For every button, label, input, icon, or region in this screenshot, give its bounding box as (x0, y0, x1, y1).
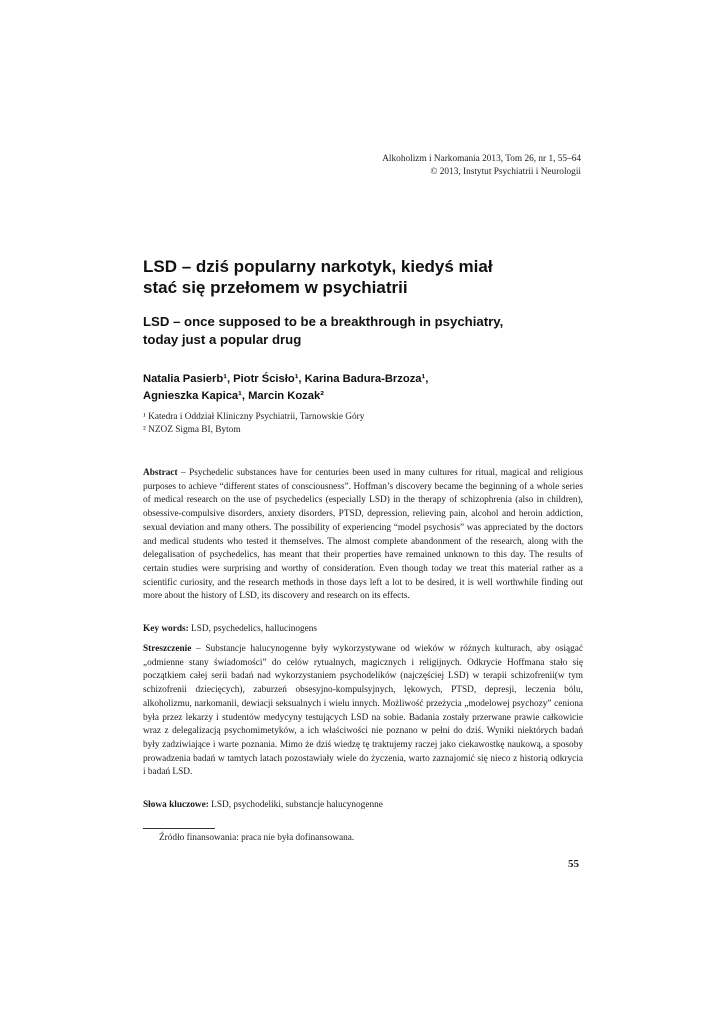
author-list (143, 371, 583, 405)
keywords-english (143, 623, 583, 637)
subtitle-line-1: LSD – once supposed to be a breakthrough in psychiatry, (143, 314, 504, 329)
abstract-polish (143, 643, 583, 780)
slowa-kluczowe-label: Słowa kluczowe: (143, 800, 209, 810)
abstract-text: – Psychedelic substances have for centuries been used in many cultures for ritual, magical and religious purposes to achieve “different states of consciousness”. Hoffman’s discovery became the beginning of a whole series of medical research on the use of psychedelics (especially LSD) in the therapy of schizophrenia (also in children), obsessive-compulsive disorders, anxiety disorders, PTSD, depression, relieving pain, alcohol and heroin addiction, sexual deviation and many others. The possibility of experiencing “model psychosis” was appreciated by the doctors and medical students who tested it themselves. The almost complete abandonment of the research, along with the delegalisation of psychedelics, has meant that their properties have remained unknown to this day. The results of certain studies were surprising and worthy of consideration. Even though today we treat this material rather as a scientific curiosity, and the research methods in those days left a lot to be desired, it is well worthwhile finding out more about the history of LSD, its discovery and research on its effects. (143, 468, 583, 602)
streszczenie-text: – Substancje halucynogenne były wykorzystywane od wieków w różnych kulturach, aby osiągać „odmienne stany świadomości” do celów rytualnych, magicznych i religijnych. Odkrycie Hoffmana stało się początkiem całej serii badań nad wykorzystaniem psychodelików (najczęściej LSD) w terapii schizofrenii(w tym schizofrenii dziecięcych), zaburzeń obsesyjno-kompulsyjnych, lękowych, PTSD, depresji, leczenia bólu, alkoholizmu, narkomanii, dewiacji seksualnych i wielu innych. Możliwość przeżycia „modelowej psychozy” ceniona była przez lekarzy i studentów medycyny testujących LSD na sobie. Badania zostały przerwane prawie całkowicie wraz z delegalizacją psychomimetyków, a ich właściwości nie poznano w pełni do dziś. Wyniki niektórych badań były zadziwiające i warte poznania. Mimo że dziś wiedzę tę traktujemy raczej jako ciekawostkę naukową, a sposoby prowadzenia badań w tamtych latach pozostawiały wiele do życzenia, warto zaznajomić się nieco z historią odkrycia i badań LSD. (143, 644, 583, 778)
title-line-1: LSD – dziś popularny narkotyk, kiedyś miał (143, 257, 493, 276)
authors-line-1: Natalia Pasierb¹, Piotr Ścisło¹, Karina Badura-Brzoza¹, (143, 373, 429, 385)
streszczenie-label: Streszczenie (143, 644, 192, 654)
affiliations (143, 411, 583, 437)
affiliation-1: ¹ Katedra i Oddział Kliniczny Psychiatrii, Tarnowskie Góry (143, 412, 365, 422)
copyright-line: © 2013, Instytut Psychiatrii i Neurologii (430, 167, 581, 177)
abstract-english (143, 467, 583, 604)
subtitle-line-2: today just a popular drug (143, 332, 302, 347)
article-title-english (143, 313, 583, 349)
keywords-text: LSD, psychedelics, hallucinogens (188, 624, 318, 634)
title-line-2: stać się przełomem w psychiatrii (143, 278, 408, 297)
abstract-label: Abstract (143, 468, 178, 478)
funding-footnote: Źródło finansowania: praca nie była dofinansowana. (159, 833, 355, 843)
article-title-polish (143, 256, 583, 298)
keywords-label: Key words: (143, 624, 189, 634)
affiliation-2: ² NZOZ Sigma BI, Bytom (143, 425, 241, 435)
keywords-polish (143, 799, 583, 813)
footnote-divider (143, 828, 215, 829)
page-number: 55 (568, 858, 579, 870)
journal-header (382, 153, 581, 179)
journal-citation: Alkoholizm i Narkomania 2013, Tom 26, nr 1, 55–64 (382, 154, 581, 164)
authors-line-2: Agnieszka Kapica¹, Marcin Kozak² (143, 390, 324, 402)
slowa-kluczowe-text: LSD, psychodeliki, substancje halucynogenne (208, 800, 383, 810)
